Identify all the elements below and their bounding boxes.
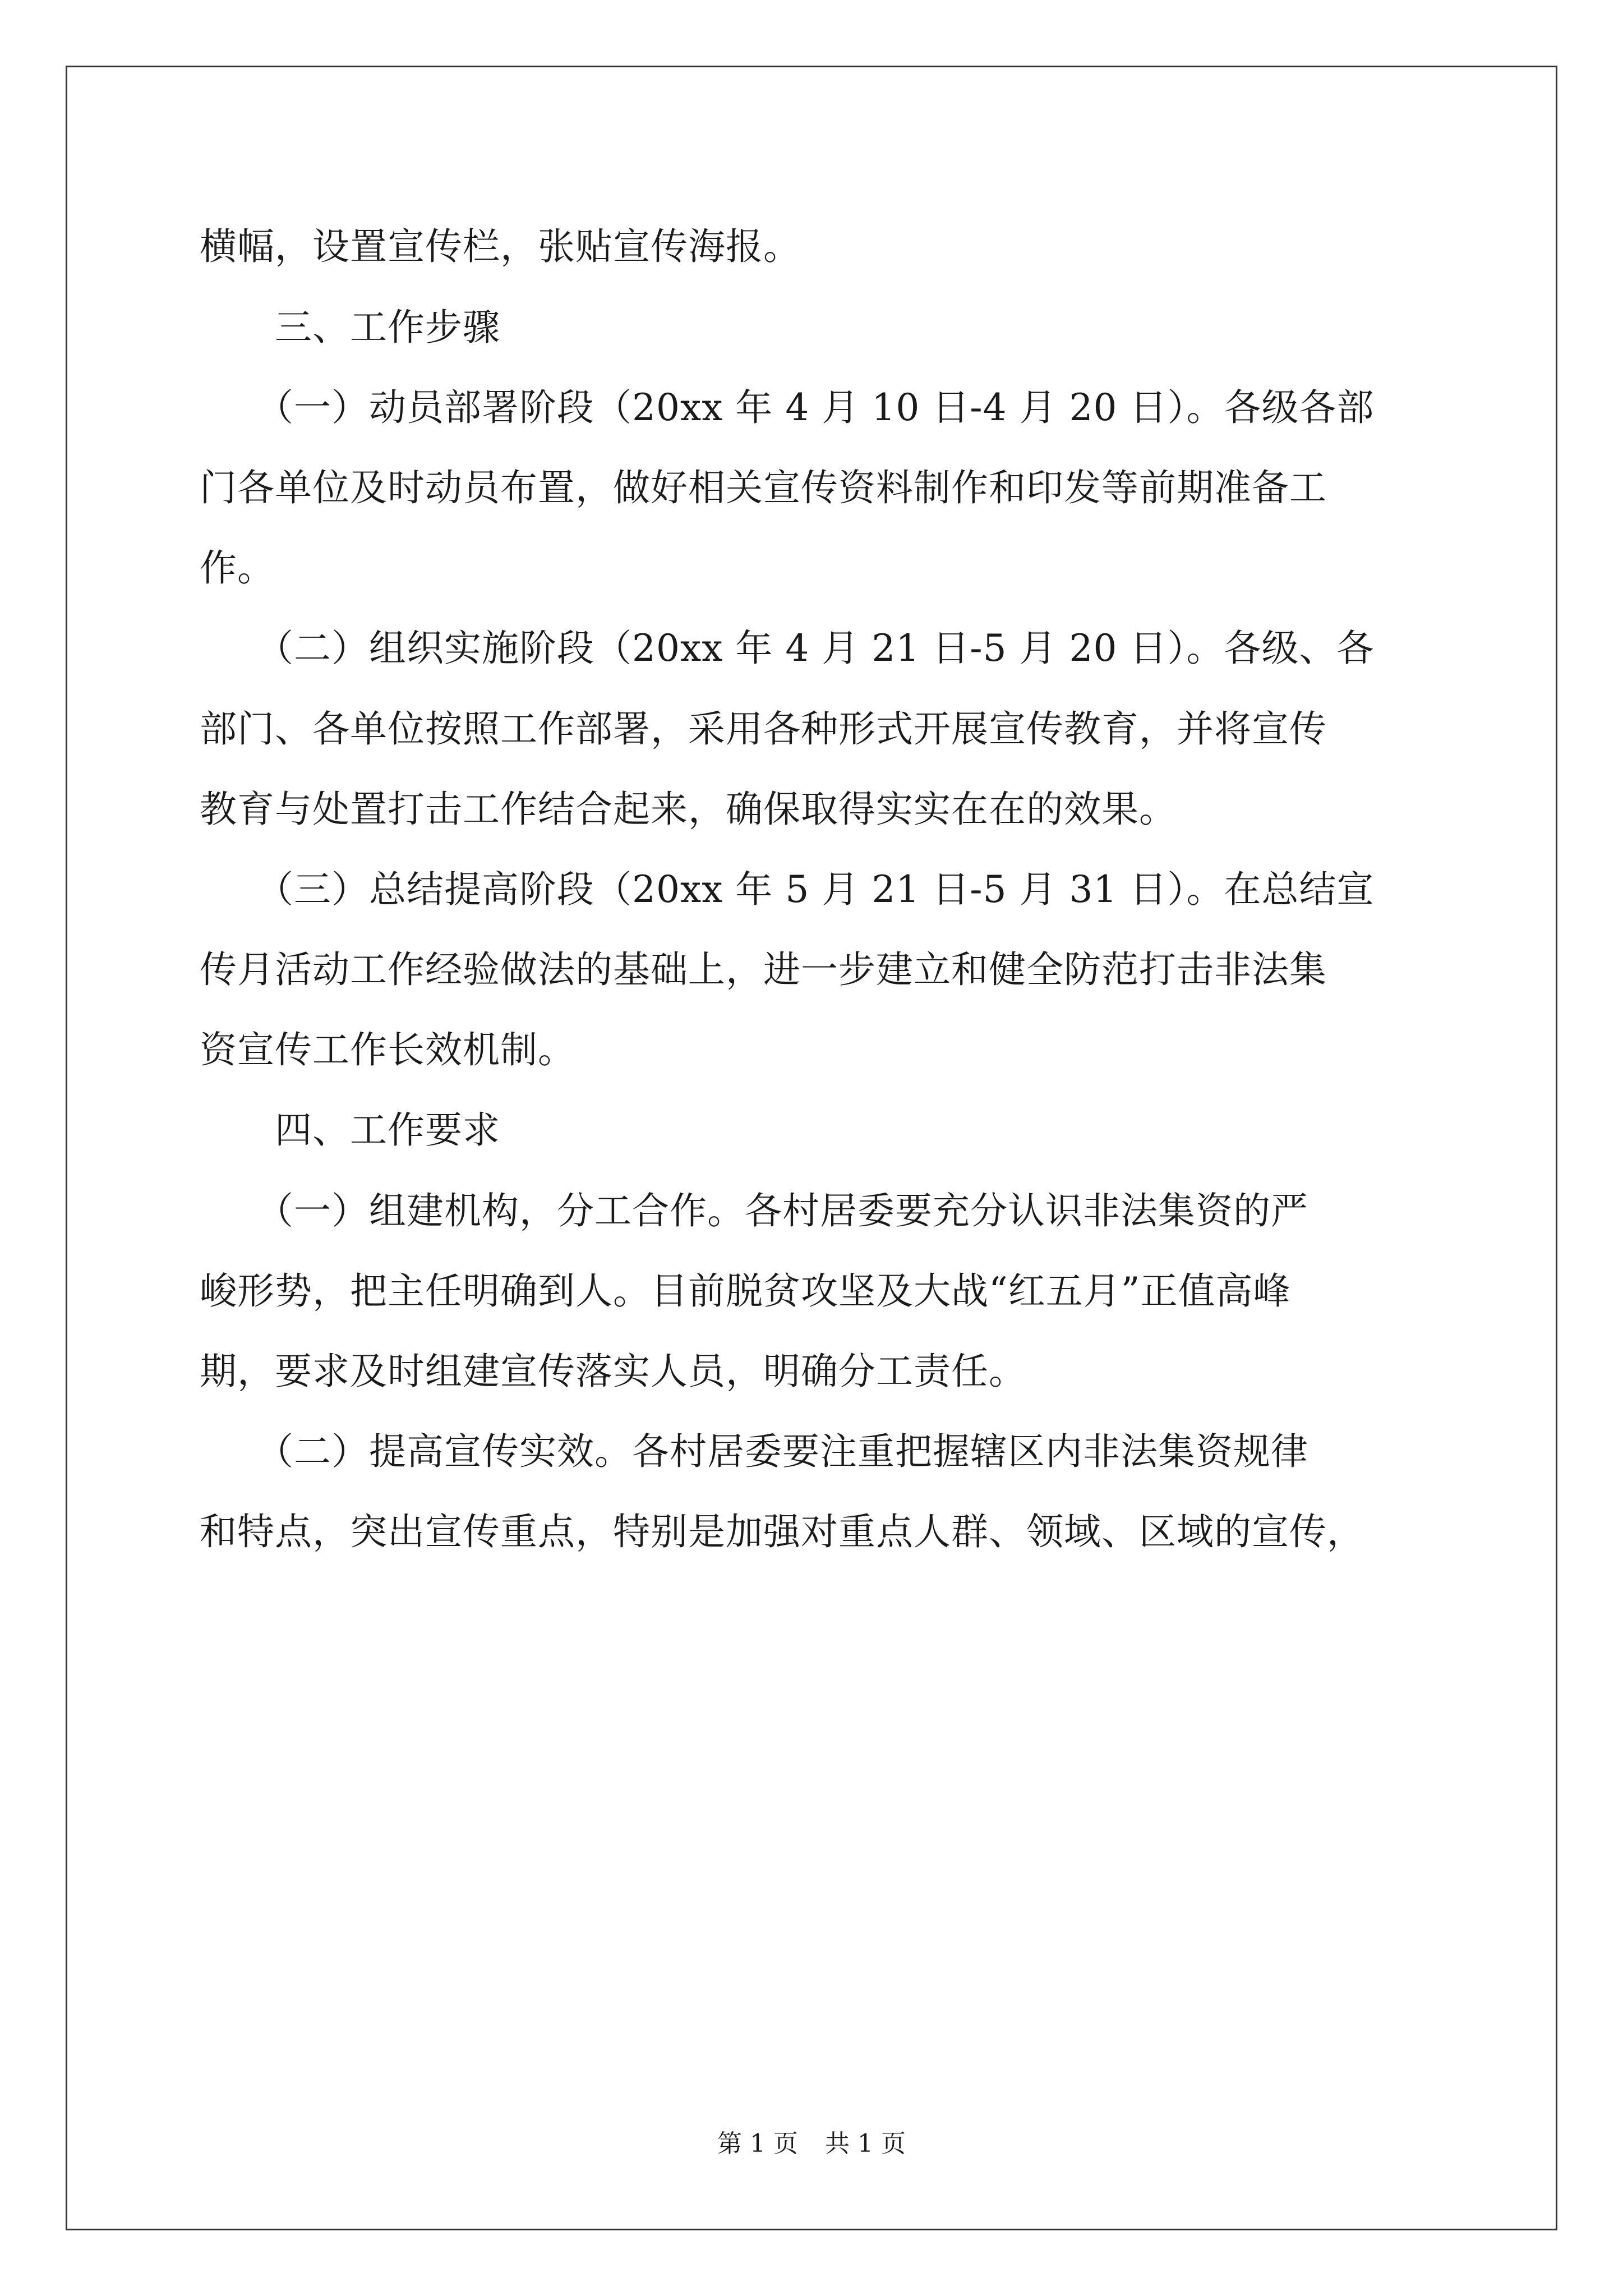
text-line: 和特点，突出宣传重点，特别是加强对重点人群、领域、区域的宣传， — [200, 1510, 1364, 1553]
text-line: 峻形势，把主任明确到人。目前脱贫攻坚及大战“红五月”正值高峰 — [200, 1269, 1291, 1313]
text-line: 三、工作步骤 — [200, 305, 500, 349]
text-line: 教育与处置打击工作结合起来，确保取得实实在在的效果。 — [200, 787, 1177, 831]
text-line: 横幅，设置宣传栏，张贴宣传海报。 — [200, 225, 801, 268]
page-number: 第 1 页 — [717, 2129, 798, 2158]
text-line: 四、工作要求 — [200, 1108, 500, 1152]
text-line: 部门、各单位按照工作部署，采用各种形式开展宣传教育，并将宣传 — [200, 707, 1327, 751]
text-line: 传月活动工作经验做法的基础上，进一步建立和健全防范打击非法集 — [200, 948, 1327, 991]
text-line: 门各单位及时动员布置，做好相关宣传资料制作和印发等前期准备工 — [200, 466, 1327, 509]
text-line: （一）组建机构，分工合作。各村居委要充分认识非法集资的严 — [200, 1189, 1308, 1232]
text-line: （二）提高宣传实效。各村居委要注重把握辖区内非法集资规律 — [200, 1430, 1308, 1473]
text-line: 作。 — [200, 546, 275, 590]
text-line: 资宣传工作长效机制。 — [200, 1028, 575, 1071]
text-line: （二）组织实施阶段（20xx 年 4 月 21 日-5 月 20 日）。各级、各 — [200, 627, 1375, 670]
page-total: 共 1 页 — [825, 2129, 906, 2158]
text-line: （三）总结提高阶段（20xx 年 5 月 21 日-5 月 31 日）。在总结宣 — [200, 867, 1375, 911]
text-line: （一）动员部署阶段（20xx 年 4 月 10 日-4 月 20 日）。各级各部 — [200, 385, 1375, 429]
page-footer — [0, 2127, 1623, 2161]
text-line: 期，要求及时组建宣传落实人员，明确分工责任。 — [200, 1349, 1026, 1393]
